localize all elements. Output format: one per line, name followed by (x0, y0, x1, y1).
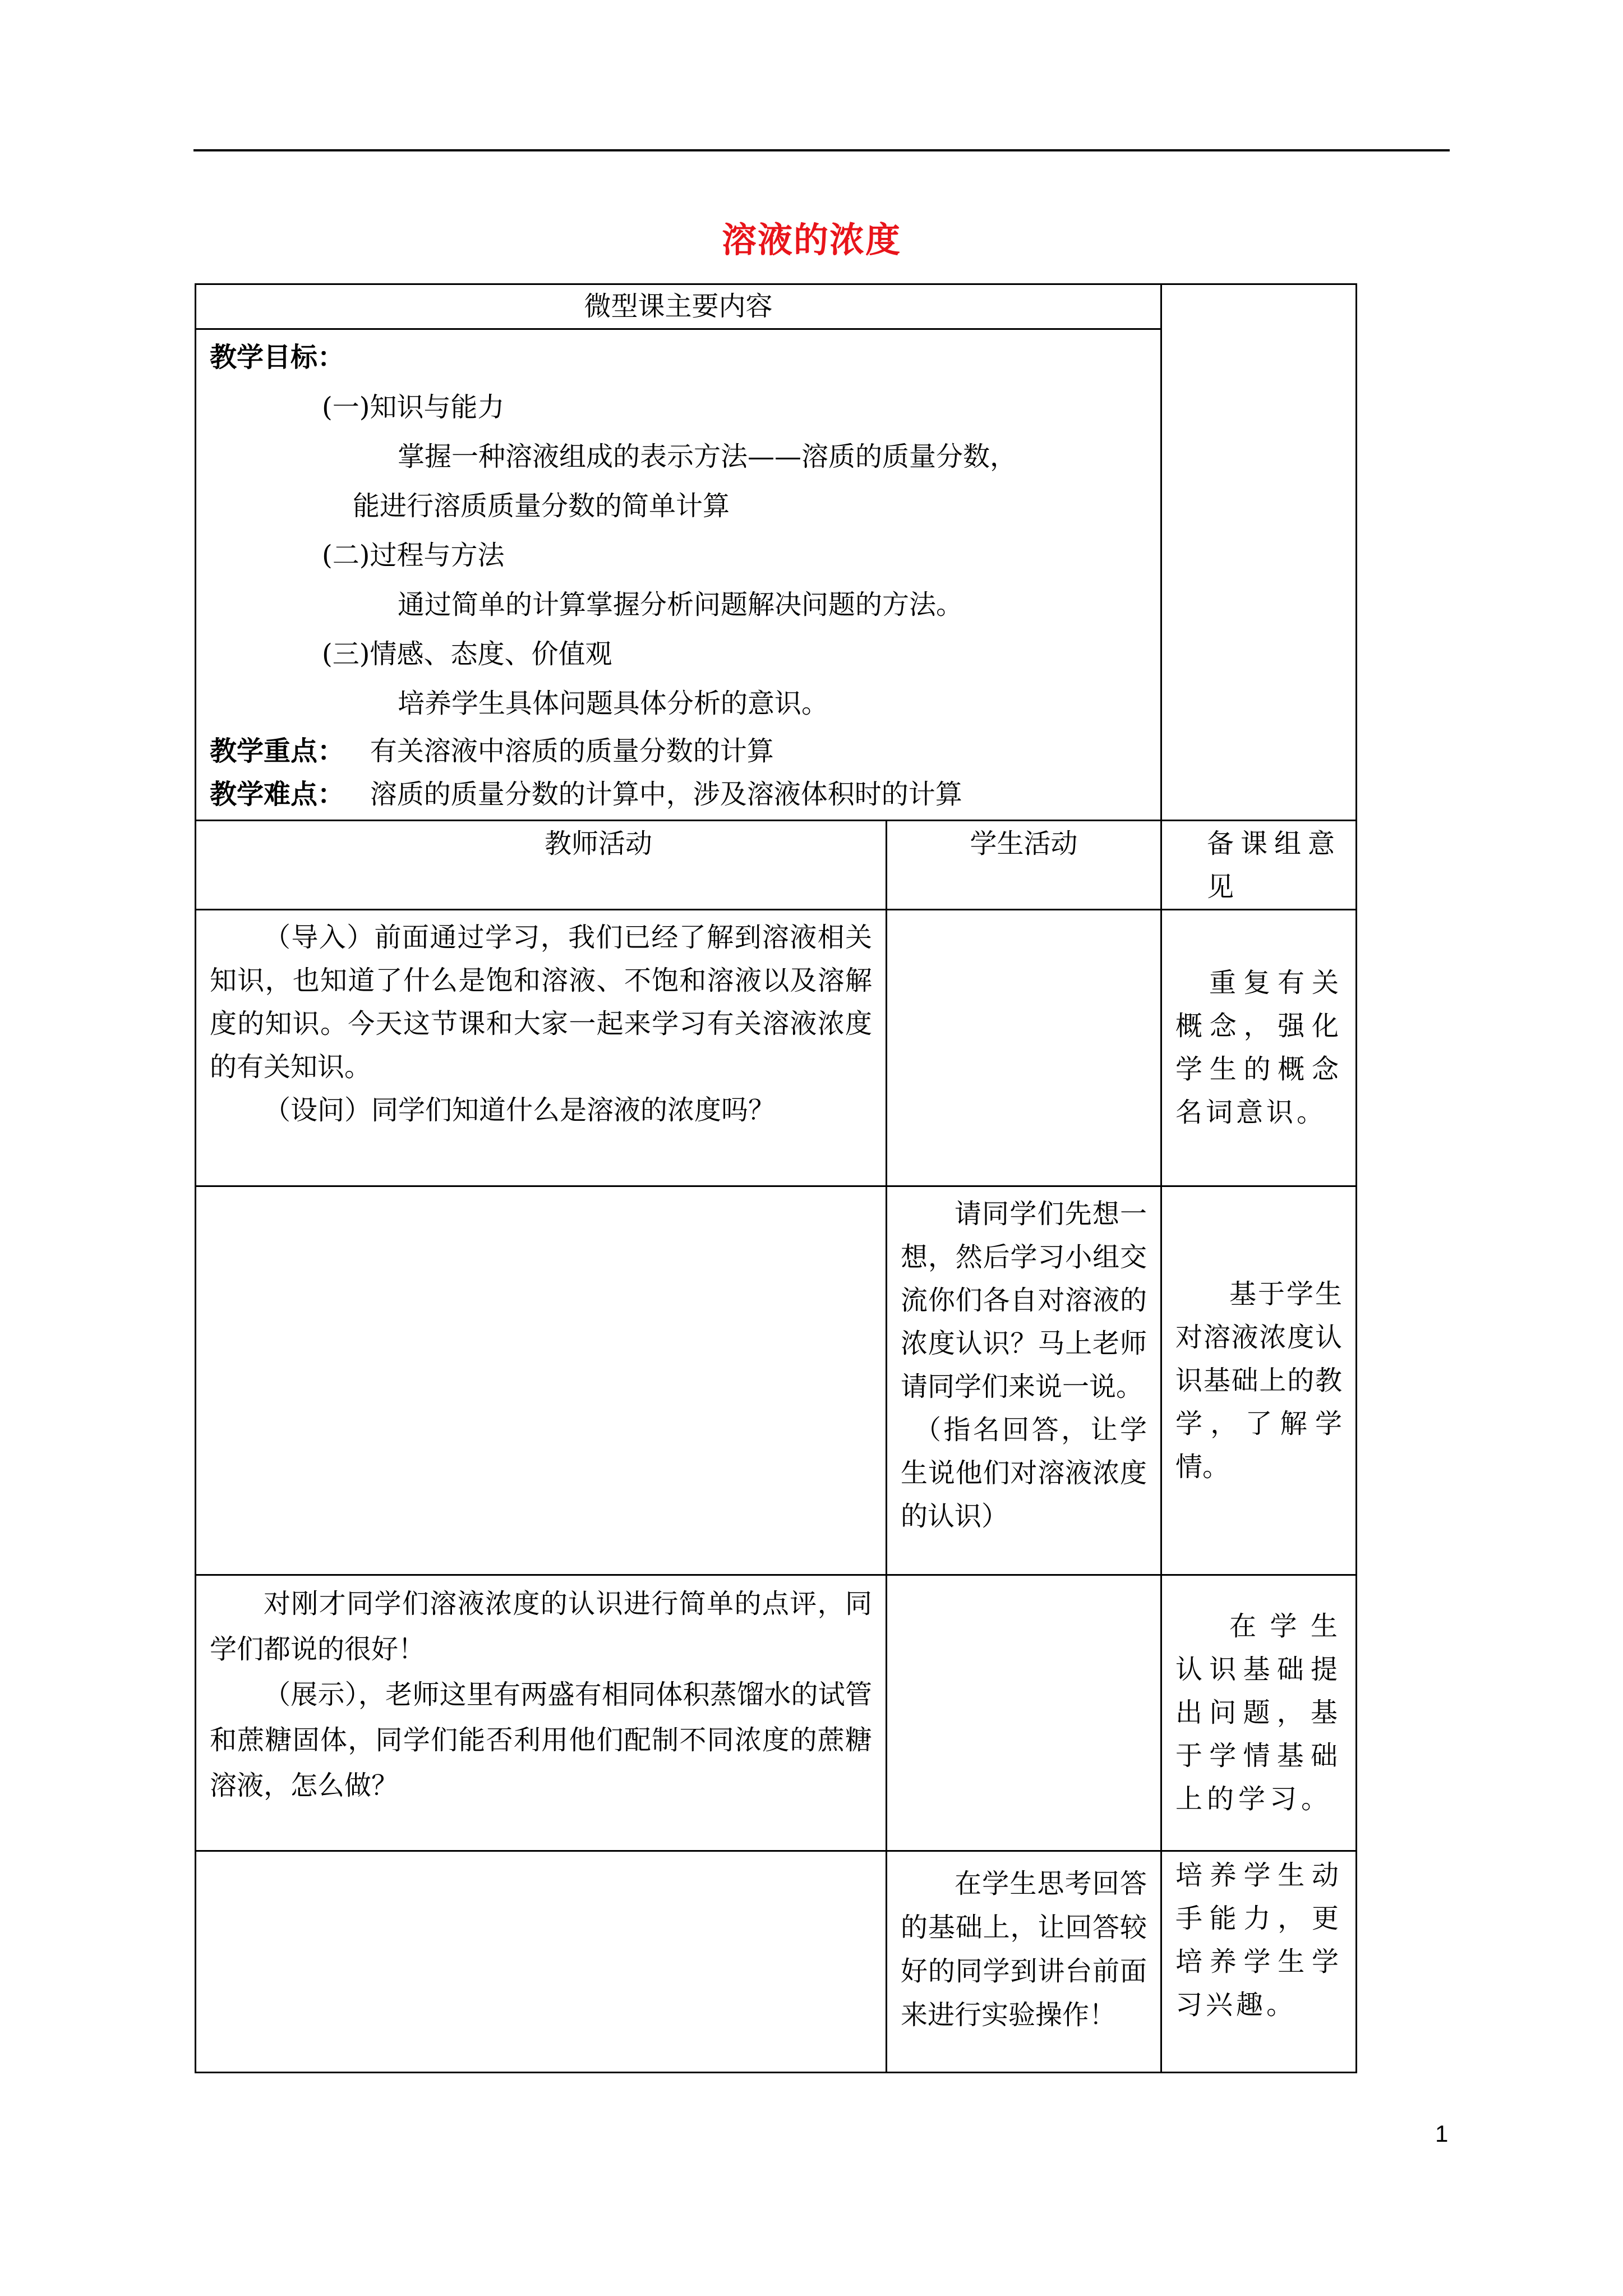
notes-cell: 培养学生动手能力，更培养学生学习兴趣。 (1161, 1851, 1357, 2073)
table-row (196, 1186, 1357, 1575)
notes-cell: 在学生认识基础提出问题，基于学情基础上的学习。 (1161, 1575, 1357, 1851)
objective-1-line1: 掌握一种溶液组成的表示方法——溶质的质量分数， (398, 441, 1017, 472)
page-number: 1 (1435, 2120, 1449, 2147)
objective-1-title: (一)知识与能力 (322, 392, 505, 423)
teacher-activity-cell (196, 1186, 887, 1575)
objective-2-text: 通过简单的计算掌握分析问题解决问题的方法。 (398, 589, 963, 620)
difficulty-label: 教学难点： (210, 779, 345, 810)
column-header-teacher: 教师活动 (196, 821, 887, 910)
objective-2-title: (二)过程与方法 (322, 540, 505, 571)
student-activity-cell: 请同学们先想一想，然后学习小组交流你们各自对溶液的浓度认识？马上老师请同学们来说一说。 （指名回答，让学生说他们对溶液浓度的认识） (887, 1186, 1161, 1575)
table-row (196, 910, 1357, 1186)
difficulty-text: 溶质的质量分数的计算中，涉及溶液体积时的计算 (370, 779, 962, 810)
teacher-activity-cell (196, 1851, 887, 2073)
table-row (196, 1851, 1357, 2073)
key-point (210, 728, 1147, 774)
table-heading: 微型课主要内容 (196, 284, 1161, 329)
objectives-label: 教学目标： (210, 342, 345, 373)
column-header-notes: 备课组意见 (1161, 821, 1357, 910)
objective-3-title: (三)情感、态度、价值观 (322, 638, 612, 670)
difficulty (210, 774, 1147, 815)
teacher-activity-cell: 对刚才同学们溶液浓度的认识进行简单的点评，同学们都说的很好！ （展示），老师这里有两盛有相同体积蒸馏水的试管和蔗糖固体，同学们能否利用他们配制不同浓度的蔗糖溶液，怎么做？ (196, 1575, 887, 1851)
heading-side-cell (1161, 284, 1357, 821)
notes-cell: 基于学生对溶液浓度认识基础上的教学，了解学情。 (1161, 1186, 1357, 1575)
page-title: 溶液的浓度 (721, 219, 901, 260)
header-rule (193, 149, 1450, 151)
teacher-activity-cell: （导入）前面通过学习，我们已经了解到溶液相关知识，也知道了什么是饱和溶液、不饱和溶液以及溶解度的知识。今天这节课和大家一起来学习有关溶液浓度的有关知识。 （设问）同学们知道什么是溶液的浓度吗？ (196, 910, 887, 1186)
student-activity-cell (887, 1575, 1161, 1851)
student-activity-cell (887, 910, 1161, 1186)
objectives-cell (196, 329, 1161, 821)
column-header-student: 学生活动 (887, 821, 1161, 910)
notes-cell: 重复有关概念，强化学生的概念名词意识。 (1161, 910, 1357, 1186)
student-activity-cell: 在学生思考回答的基础上，让回答较好的同学到讲台前面来进行实验操作！ (887, 1851, 1161, 2073)
objective-1-line2: 能进行溶质质量分数的简单计算 (353, 490, 730, 522)
objective-3-text: 培养学生具体问题具体分析的意识。 (398, 688, 829, 719)
table-row (196, 1575, 1357, 1851)
lesson-table (195, 283, 1357, 2073)
key-point-text: 有关溶液中溶质的质量分数的计算 (370, 735, 774, 767)
key-point-label: 教学重点： (210, 735, 345, 767)
